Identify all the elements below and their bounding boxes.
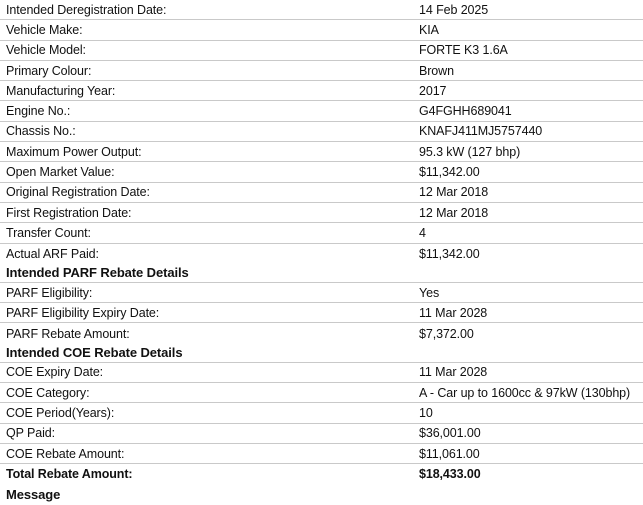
row-label: Original Registration Date: [6,185,150,200]
row-label: COE Rebate Amount: [6,446,125,461]
row-value: Yes [419,285,440,300]
detail-row-total-rebate-amount [0,464,643,484]
row-value: 12 Mar 2018 [419,185,489,200]
row-label: COE Category: [6,385,90,400]
row-value: 4 [419,225,426,240]
row-label: Actual ARF Paid: [6,246,99,261]
detail-row-transfer-count [0,223,643,243]
row-label: QP Paid: [6,426,55,441]
row-label: COE Period(Years): [6,405,115,420]
detail-row-chassis-no [0,122,643,142]
row-value: KNAFJ411MJ5757440 [419,124,543,139]
row-label: COE Expiry Date: [6,365,104,380]
detail-row-vehicle-make [0,20,643,40]
row-label: Chassis No.: [6,124,76,139]
total-value: $18,433.00 [419,467,481,482]
row-value: 10 [419,405,433,420]
row-label: Manufacturing Year: [6,83,116,98]
row-value: $11,342.00 [419,246,480,261]
row-value: Brown [419,63,454,78]
row-value: 2017 [419,83,447,98]
detail-row-parf-eligibility [0,283,643,303]
row-value: 12 Mar 2018 [419,205,489,220]
row-value: 11 Mar 2028 [419,365,488,380]
section-heading-coe: Intended COE Rebate Details [0,344,643,363]
detail-row-manufacturing-year [0,81,643,101]
detail-row-coe-period [0,403,643,423]
section-heading-parf: Intended PARF Rebate Details [0,264,643,283]
row-value: G4FGHH689041 [419,104,512,119]
detail-row-open-market-value [0,162,643,182]
detail-row-coe-rebate-amount [0,444,643,464]
section-heading-message: Message [6,486,61,502]
row-value: $7,372.00 [419,326,474,341]
row-label: Transfer Count: [6,225,91,240]
row-value: 11 Mar 2028 [419,305,488,320]
row-label: PARF Eligibility: [6,285,93,300]
detail-row-parf-eligibility-expiry [0,303,643,323]
detail-row-engine-no [0,101,643,121]
row-label: Intended Deregistration Date: [6,2,167,17]
detail-row-original-registration-date [0,183,643,203]
row-label: Open Market Value: [6,165,115,180]
row-label: Primary Colour: [6,63,92,78]
detail-row-actual-arf-paid [0,244,643,264]
row-value: $36,001.00 [419,426,481,441]
row-value: 14 Feb 2025 [419,2,489,17]
row-label: Engine No.: [6,104,71,119]
detail-row-coe-expiry-date [0,363,643,383]
detail-row-parf-rebate-amount [0,323,643,343]
row-value: KIA [419,22,439,37]
detail-row-first-registration-date [0,203,643,223]
row-value: 95.3 kW (127 bhp) [419,144,521,159]
row-label: Vehicle Make: [6,22,83,37]
total-label: Total Rebate Amount: [6,467,133,482]
detail-row-qp-paid [0,424,643,444]
row-label: Vehicle Model: [6,43,86,58]
row-value: $11,061.00 [419,446,480,461]
row-label: Maximum Power Output: [6,144,142,159]
detail-row-coe-category [0,383,643,403]
detail-row-primary-colour [0,61,643,81]
row-value: A - Car up to 1600cc & 97kW (130bhp) [419,385,631,400]
row-label: First Registration Date: [6,205,132,220]
detail-row-deregistration-date [0,0,643,20]
detail-row-vehicle-model [0,41,643,61]
row-label: PARF Eligibility Expiry Date: [6,305,160,320]
row-value: $11,342.00 [419,165,480,180]
row-label: PARF Rebate Amount: [6,326,130,341]
detail-row-max-power-output [0,142,643,162]
row-value: FORTE K3 1.6A [419,43,508,58]
